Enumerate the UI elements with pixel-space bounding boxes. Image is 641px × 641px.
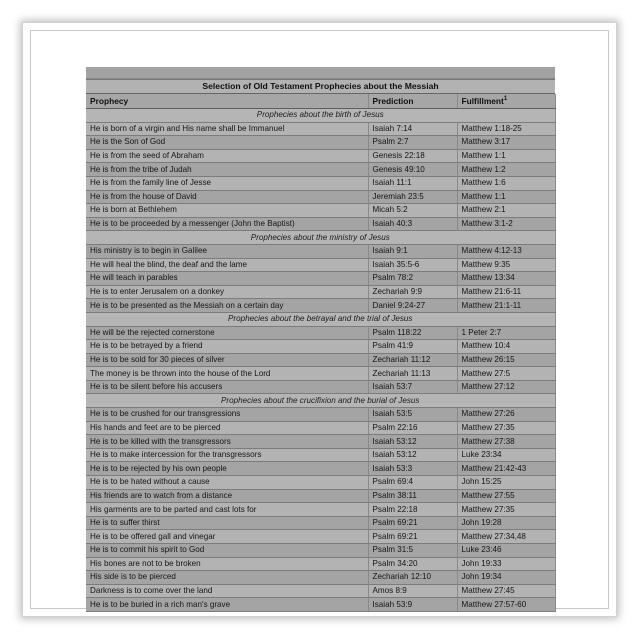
fulfillment-cell: Matthew 21:6-11 [457, 285, 555, 299]
prophecy-cell: His garments are to be parted and cast lots for [86, 503, 368, 517]
prophecy-cell: He is to be proceeded by a messenger (John the Baptist) [86, 217, 368, 231]
document-scan [86, 67, 555, 609]
prediction-cell: Psalm 31:5 [368, 544, 457, 558]
prediction-cell: Psalm 38:11 [368, 489, 457, 503]
fulfillment-cell: Luke 23:46 [457, 544, 555, 558]
prediction-cell: Jeremiah 23:5 [368, 190, 457, 204]
fulfillment-cell: Matthew 27:57-60 [457, 598, 555, 612]
prophecy-cell: He is to be crushed for our transgressions [86, 408, 368, 422]
table-row [86, 571, 555, 585]
prediction-cell: Isaiah 7:14 [368, 122, 457, 136]
table-body [86, 109, 555, 612]
fulfillment-cell: Matthew 13:34 [457, 272, 555, 286]
table-row [86, 244, 555, 258]
fulfillment-cell: Matthew 1:2 [457, 163, 555, 177]
prediction-cell: Zechariah 11:12 [368, 353, 457, 367]
section-title: Prophecies about the birth of Jesus [86, 109, 555, 123]
prophecy-cell: He is from the family line of Jesse [86, 176, 368, 190]
top-margin-band [86, 67, 555, 79]
prophecy-cell: He is to be hated without a cause [86, 476, 368, 490]
header-prediction: Prediction [368, 94, 457, 109]
fulfillment-cell: Matthew 27:5 [457, 367, 555, 381]
fulfillment-cell: Matthew 3:1-2 [457, 217, 555, 231]
fulfillment-cell: Matthew 27:38 [457, 435, 555, 449]
table-row [86, 272, 555, 286]
prophecy-cell: He is to make intercession for the transgressors [86, 448, 368, 462]
fulfillment-cell: Matthew 1:1 [457, 190, 555, 204]
fulfillment-cell: John 15:25 [457, 476, 555, 490]
prophecy-table [86, 94, 556, 612]
section-title: Prophecies about the ministry of Jesus [86, 231, 555, 245]
fulfillment-cell: 1 Peter 2:7 [457, 326, 555, 340]
prophecy-cell: Darkness is to come over the land [86, 584, 368, 598]
table-row [86, 584, 555, 598]
prediction-cell: Isaiah 35:5-6 [368, 258, 457, 272]
table-row [86, 163, 555, 177]
table-row [86, 190, 555, 204]
prophecy-cell: He is to be betrayed by a friend [86, 340, 368, 354]
prediction-cell: Zechariah 9:9 [368, 285, 457, 299]
prediction-cell: Isaiah 53:7 [368, 380, 457, 394]
prophecy-cell: His hands and feet are to be pierced [86, 421, 368, 435]
prediction-cell: Psalm 2:7 [368, 136, 457, 150]
prediction-cell: Psalm 78:2 [368, 272, 457, 286]
prediction-cell: Psalm 69:21 [368, 530, 457, 544]
table-row [86, 435, 555, 449]
prophecy-cell: His side is to be pierced [86, 571, 368, 585]
fulfillment-cell: Matthew 21:1-11 [457, 299, 555, 313]
table-row [86, 598, 555, 612]
table-row [86, 408, 555, 422]
prediction-cell: Isaiah 53:9 [368, 598, 457, 612]
fulfillment-cell: John 19:34 [457, 571, 555, 585]
table-row [86, 299, 555, 313]
prediction-cell: Micah 5:2 [368, 204, 457, 218]
prophecy-cell: He will heal the blind, the deaf and the lame [86, 258, 368, 272]
prophecy-cell: He is born of a virgin and His name shall be Immanuel [86, 122, 368, 136]
table-row [86, 217, 555, 231]
fulfillment-cell: Matthew 1:6 [457, 176, 555, 190]
section-title: Prophecies about the crucifixion and the burial of Jesus [86, 394, 555, 408]
table-row [86, 149, 555, 163]
prophecy-cell: He is to be killed with the transgressors [86, 435, 368, 449]
prediction-cell: Daniel 9:24-27 [368, 299, 457, 313]
prediction-cell: Psalm 22:18 [368, 503, 457, 517]
table-row [86, 285, 555, 299]
table-row [86, 353, 555, 367]
fulfillment-cell: Matthew 1:1 [457, 149, 555, 163]
section-header-row [86, 394, 555, 408]
prophecy-cell: He is the Son of God [86, 136, 368, 150]
section-header-row [86, 312, 555, 326]
table-row [86, 326, 555, 340]
header-fulfillment-label: Fulfillment [461, 96, 504, 106]
prophecy-cell: He is to suffer thirst [86, 516, 368, 530]
prediction-cell: Psalm 69:4 [368, 476, 457, 490]
prediction-cell: Psalm 69:21 [368, 516, 457, 530]
fulfillment-cell: Matthew 27:35 [457, 503, 555, 517]
prophecy-cell: He is to enter Jerusalem on a donkey [86, 285, 368, 299]
table-row [86, 340, 555, 354]
header-prophecy: Prophecy [86, 94, 368, 109]
prophecy-cell: He is to commit his spirit to God [86, 544, 368, 558]
fulfillment-cell: Matthew 1:18-25 [457, 122, 555, 136]
table-row [86, 557, 555, 571]
table-row [86, 122, 555, 136]
prediction-cell: Psalm 118:22 [368, 326, 457, 340]
prophecy-cell: He is born at Bethlehem [86, 204, 368, 218]
fulfillment-cell: Matthew 21:42-43 [457, 462, 555, 476]
footnote-marker: 1 [503, 96, 508, 103]
fulfillment-cell: Matthew 27:45 [457, 584, 555, 598]
fulfillment-cell: Matthew 27:12 [457, 380, 555, 394]
header-fulfillment [457, 94, 555, 109]
prophecy-cell: His friends are to watch from a distance [86, 489, 368, 503]
prophecy-cell: He is from the tribe of Judah [86, 163, 368, 177]
prediction-cell: Psalm 41:9 [368, 340, 457, 354]
table-row [86, 421, 555, 435]
prediction-cell: Amos 8:9 [368, 584, 457, 598]
prophecy-cell: His bones are not to be broken [86, 557, 368, 571]
prophecy-cell: He is to be buried in a rich man's grave [86, 598, 368, 612]
fulfillment-cell: Matthew 3:17 [457, 136, 555, 150]
section-header-row [86, 231, 555, 245]
table-row [86, 380, 555, 394]
table-row [86, 503, 555, 517]
table-row [86, 367, 555, 381]
prophecy-cell: He is to be presented as the Messiah on a certain day [86, 299, 368, 313]
prophecy-cell: He is to be silent before his accusers [86, 380, 368, 394]
table-row [86, 448, 555, 462]
table-row [86, 476, 555, 490]
table-row [86, 258, 555, 272]
prediction-cell: Isaiah 9:1 [368, 244, 457, 258]
prediction-cell: Zechariah 11:13 [368, 367, 457, 381]
fulfillment-cell: Matthew 27:34,48 [457, 530, 555, 544]
fulfillment-cell: John 19:28 [457, 516, 555, 530]
prediction-cell: Isaiah 11:1 [368, 176, 457, 190]
header-row [86, 94, 555, 109]
table-row [86, 544, 555, 558]
prediction-cell: Isaiah 40:3 [368, 217, 457, 231]
fulfillment-cell: John 19:33 [457, 557, 555, 571]
prophecy-cell: He is from the house of David [86, 190, 368, 204]
prophecy-cell: He will be the rejected cornerstone [86, 326, 368, 340]
fulfillment-cell: Luke 23:34 [457, 448, 555, 462]
section-header-row [86, 109, 555, 123]
table-row [86, 530, 555, 544]
prediction-cell: Genesis 22:18 [368, 149, 457, 163]
table-row [86, 204, 555, 218]
fulfillment-cell: Matthew 27:35 [457, 421, 555, 435]
prediction-cell: Isaiah 53:3 [368, 462, 457, 476]
prediction-cell: Isaiah 53:5 [368, 408, 457, 422]
section-title: Prophecies about the betrayal and the trial of Jesus [86, 312, 555, 326]
prediction-cell: Isaiah 53:12 [368, 448, 457, 462]
fulfillment-cell: Matthew 4:12-13 [457, 244, 555, 258]
fulfillment-cell: Matthew 2:1 [457, 204, 555, 218]
table-row [86, 136, 555, 150]
table-row [86, 516, 555, 530]
prediction-cell: Genesis 49:10 [368, 163, 457, 177]
prediction-cell: Zechariah 12:10 [368, 571, 457, 585]
fulfillment-cell: Matthew 27:26 [457, 408, 555, 422]
prophecy-cell: The money is be thrown into the house of the Lord [86, 367, 368, 381]
table-row [86, 176, 555, 190]
prediction-cell: Isaiah 53:12 [368, 435, 457, 449]
prophecy-cell: He will teach in parables [86, 272, 368, 286]
prophecy-cell: He is to be sold for 30 pieces of silver [86, 353, 368, 367]
fulfillment-cell: Matthew 27:55 [457, 489, 555, 503]
prediction-cell: Psalm 22:16 [368, 421, 457, 435]
prophecy-cell: His ministry is to begin in Galilee [86, 244, 368, 258]
prediction-cell: Psalm 34:20 [368, 557, 457, 571]
table-row [86, 489, 555, 503]
table-row [86, 462, 555, 476]
fulfillment-cell: Matthew 10:4 [457, 340, 555, 354]
table-title: Selection of Old Testament Prophecies about the Messiah [86, 79, 555, 94]
fulfillment-cell: Matthew 26:15 [457, 353, 555, 367]
prophecy-cell: He is to be rejected by his own people [86, 462, 368, 476]
fulfillment-cell: Matthew 9:35 [457, 258, 555, 272]
prophecy-cell: He is from the seed of Abraham [86, 149, 368, 163]
prophecy-cell: He is to be offered gall and vinegar [86, 530, 368, 544]
